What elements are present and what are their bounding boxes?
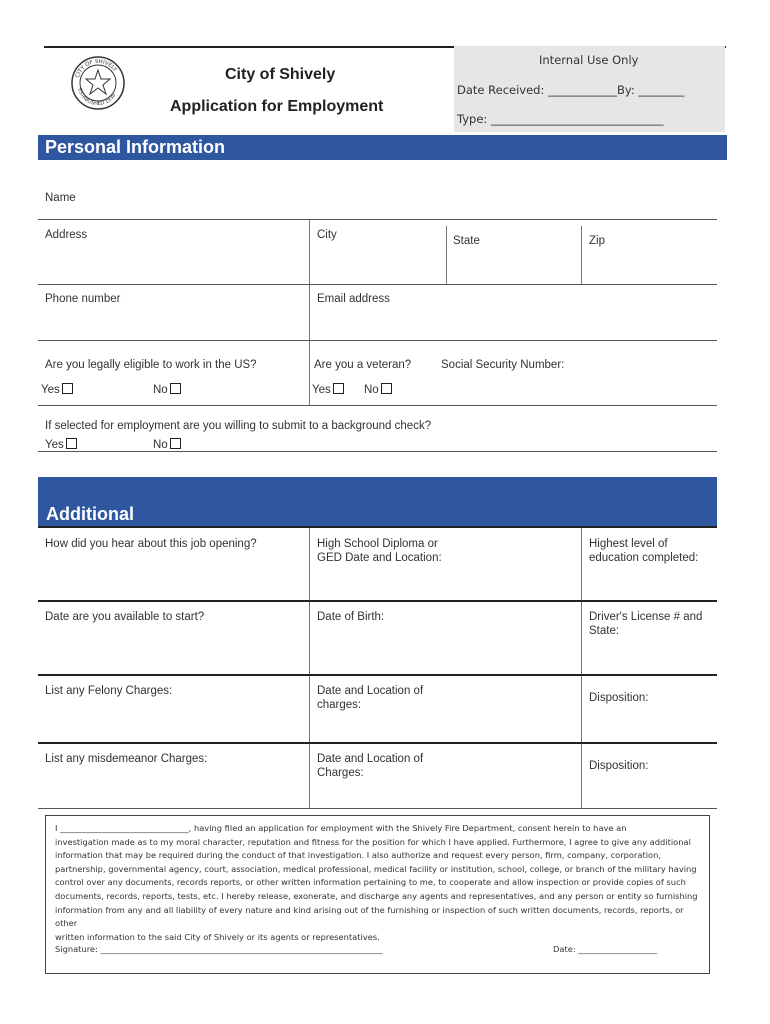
veteran-yes-option[interactable] <box>312 383 344 398</box>
row3-line <box>38 742 717 744</box>
education-label: Highest level of education completed: <box>589 538 699 564</box>
additional-header <box>38 477 717 527</box>
vline-address-city <box>309 220 310 284</box>
name-label: Name <box>45 192 76 204</box>
misdemeanor-label: List any misdemeanor Charges: <box>45 753 208 765</box>
personal-info-header <box>38 135 727 160</box>
consent-line-7: information from any and all liability of every nature and kind arising out of the furnishing or inspection of such written documents, records, reports, or other <box>55 904 684 929</box>
diploma-label: High School Diploma or GED Date and Location: <box>317 538 442 564</box>
row4-line <box>38 808 717 809</box>
vline-phone-email <box>309 285 310 340</box>
vline-city-state <box>446 226 447 284</box>
seal-text-top: CITY OF SHIVELY <box>74 58 118 79</box>
phone-line <box>38 340 717 341</box>
address-line <box>38 284 717 285</box>
misdemeanor-date-label: Date and Location of Charges: <box>317 753 424 779</box>
seal-icon <box>70 55 126 111</box>
consent-line-1: I _______________________________, having filed an application for employment with the Shively Fire Department, consent herein to have an <box>55 823 627 833</box>
name-line <box>38 219 717 220</box>
disposition-label: Disposition: <box>589 692 649 704</box>
felony-label: List any Felony Charges: <box>45 685 173 697</box>
consent-line-6: documents, records, reports, tests, etc. I hereby release, exonerate, and discharge any agents and representatives, and any person or entity so furnishing <box>55 890 698 901</box>
vline-additional-2 <box>581 528 582 808</box>
disposition2-label: Disposition: <box>589 760 649 772</box>
additional-rule <box>38 526 717 528</box>
row2-line <box>38 674 717 676</box>
consent-line-5: control over any documents, records reports, or other written information pertaining to me, to cooperate and allow inspection or provide copies of such <box>55 877 686 888</box>
veteran-yes-checkbox[interactable] <box>333 383 344 394</box>
consent-line-4: partnership, governmental agency, court, association, medical professional, medical facility or institution, school, college, or branch of the military having <box>55 863 697 874</box>
license-label: Driver's License # and State: <box>589 611 703 637</box>
signature-field[interactable]: Signature: ____________________________________________________________________ <box>55 944 383 954</box>
phone-label: Phone number <box>45 293 121 305</box>
date-field[interactable]: Date: ___________________ <box>553 944 658 954</box>
background-yes-label: Yes <box>45 439 64 451</box>
eligible-no-checkbox[interactable] <box>170 383 181 394</box>
email-label: Email address <box>317 293 390 305</box>
eligible-no-option[interactable] <box>153 383 181 398</box>
eligible-yes-checkbox[interactable] <box>62 383 73 394</box>
additional-title: Additional <box>46 504 134 524</box>
veteran-no-checkbox[interactable] <box>381 383 392 394</box>
dob-label: Date of Birth: <box>317 611 385 623</box>
address-label: Address <box>45 229 88 241</box>
eligible-line <box>38 405 717 406</box>
background-line <box>38 451 717 452</box>
seal-text-bottom: ESTABLISHED 1938 <box>76 87 118 108</box>
consent-line-3: information that may be required during the conduct of that investigation. I also authorize and request every person, firm, company, corporation, <box>55 850 662 861</box>
personal-info-title: Personal Information <box>45 137 226 157</box>
background-yes-checkbox[interactable] <box>66 438 77 449</box>
date-received-field[interactable]: Date Received: ____________By: ________ <box>457 83 685 97</box>
eligible-no-label: No <box>153 384 168 396</box>
vline-additional-1 <box>309 528 310 808</box>
consent-line-8: written information to the said City of Shively or its agents or representatives. <box>55 931 380 942</box>
background-no-checkbox[interactable] <box>170 438 181 449</box>
eligible-yes-option[interactable] <box>41 383 73 398</box>
city-seal <box>70 55 126 111</box>
how-heard-label: How did you hear about this job opening? <box>45 538 257 550</box>
veteran-question: Are you a veteran? <box>314 359 412 371</box>
row1-line <box>38 600 717 602</box>
consent-line-2: investigation made as to my moral character, reputation and fitness for the position for which I have applied. Furthermore, I agree to give any additional <box>55 836 691 847</box>
background-question: If selected for employment are you willing to submit to a background check? <box>45 420 432 432</box>
zip-label: Zip <box>589 235 605 247</box>
ssn-label: Social Security Number: <box>441 359 565 371</box>
background-no-label: No <box>153 439 168 451</box>
eligible-yes-label: Yes <box>41 384 60 396</box>
felony-date-label: Date and Location of charges: <box>317 685 424 711</box>
eligible-question: Are you legally eligible to work in the US? <box>45 359 257 371</box>
available-label: Date are you available to start? <box>45 611 205 623</box>
veteran-no-label: No <box>364 384 379 396</box>
vline-state-zip <box>581 226 582 284</box>
form-title: Application for Employment <box>170 98 384 115</box>
veteran-no-option[interactable] <box>364 383 392 398</box>
vline-eligible-veteran <box>309 341 310 405</box>
type-field[interactable]: Type: ______________________________ <box>457 112 664 126</box>
internal-use-title: Internal Use Only <box>539 53 639 67</box>
consent-text <box>55 822 703 944</box>
city-label: City <box>317 229 337 241</box>
veteran-yes-label: Yes <box>312 384 331 396</box>
state-label: State <box>453 235 480 247</box>
org-name: City of Shively <box>225 66 336 83</box>
